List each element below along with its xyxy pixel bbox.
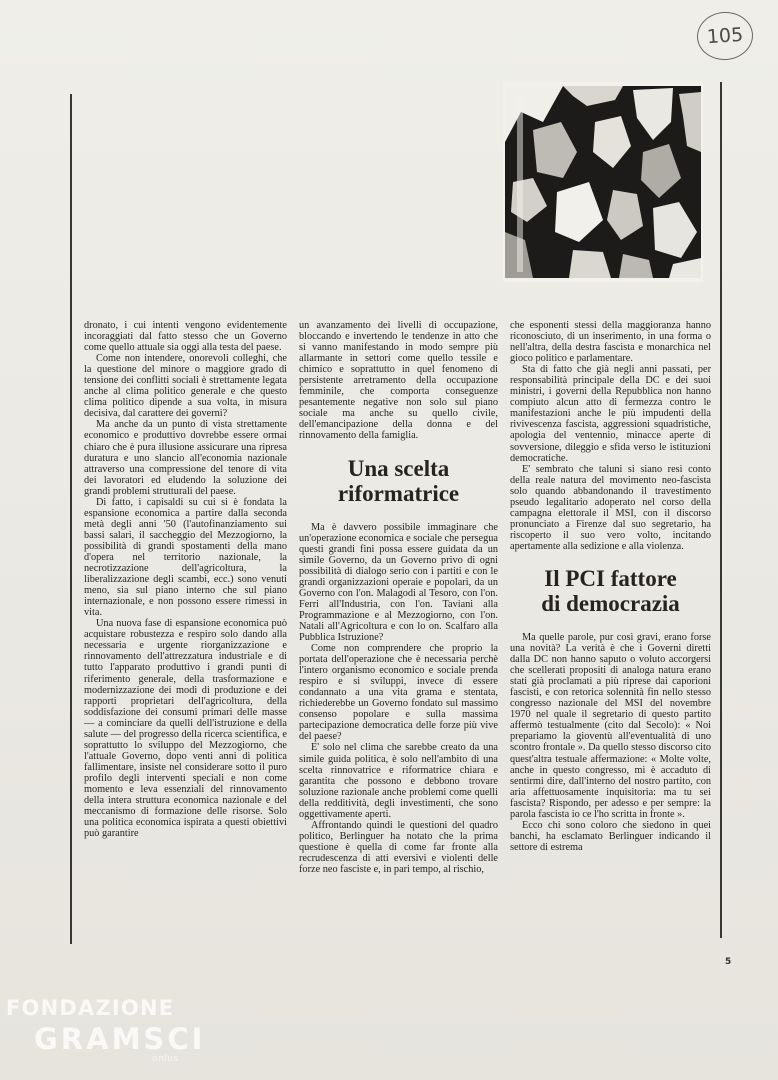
headline-line: Una scelta [347, 455, 450, 481]
headline-line: riformatrice [337, 480, 460, 506]
paragraph: Ecco chi sono coloro che siedono in quei banchi, ha esclamato Berlinguer indicando il settore di estrema [510, 819, 711, 853]
archive-page-stamp: 105 [695, 10, 754, 62]
paragraph: che esponenti stessi della maggioranza hanno riconosciuto, di un inserimento, in una forma o nell'altra, della destra fascista e monarchica nel gioco politico e parlamentare. [510, 320, 711, 365]
fondazione-gramsci-watermark [2, 996, 206, 1076]
headline-line: Il PCI fattore [544, 565, 677, 591]
column-2 [299, 320, 498, 875]
paragraph: Sta di fatto che già negli anni passati, per responsabilità principale della DC e dei suoi ministri, i governi della Repubblica non hanno compiuto alcun atto di fermezza contro le manifestazioni anche le più impudenti della rivivescenza fascista, aggressioni squadristiche, apologia del ventennio, minacce aperte di sovversione, dileggio e sfida verso le istituzioni democratiche. [510, 364, 711, 464]
paragraph: Una nuova fase di espansione economica può acquistare robustezza e respiro solo dando alla necessaria e urgente riorganizzazione e rinnovamento dell'attrezzatura industriale e di tutto l'apparato produttivo i grandi punti di riferimento generale, della trasformazione e modernizzazione dei modi di produzione e dei rapporti proprietari dell'agricoltura, della soddisfazione dei consumi primari delle masse — a cominciare da quelli dell'istruzione e della salute — del progresso della ricerca scientifica, e soprattutto lo sviluppo del Mezzogiorno, che l'attuale Governo, dopo venti anni di politica fallimentare, insiste nel considerare sotto il puro profilo degli interventi speciali e non come momento e leva essenziali del rinnovamento della intera struttura economica nazionale e del meccanismo di formazione delle risorse. Solo una politica economica ispirata a questi obiettivi può garantire [84, 618, 287, 840]
headline-una-scelta-riformatrice [299, 456, 498, 506]
page-number: 5 [725, 957, 732, 967]
watermark-line: onlus [152, 1054, 179, 1064]
headline-line: di democrazia [541, 590, 680, 616]
paragraph: Come non comprendere che proprio la portata dell'operazione che è necessaria perchè l'intero organismo economico e sociale prenda respiro e si sviluppi, invece di essere condannato a una vita grama e stentata, richiederebbe un Governo fondato sul massimo consenso popolare e sulla massima partecipazione democratica delle forze più vive del paese? [299, 643, 498, 743]
paragraph: Affrontando quindi le questioni del quadro politico, Berlinguer ha notato che la prima questione è quella di come far fronte alla recrudescenza di atti eversivi e violenti delle forze neo fasciste e, in pari tempo, al rischio, [299, 819, 498, 875]
right-column-rule [720, 82, 722, 938]
paragraph: Ma anche da un punto di vista strettamente economico e produttivo dovrebbe essere ormai chiaro che è pura illusione assicurare una ripresa duratura e uno slancio all'economia nazionale attraverso una compressione del tenore di vita dei lavoratori ed eludendo la soluzione dei grandi problemi strutturali del paese. [84, 419, 287, 497]
paragraph: Di fatto, i capisaldi su cui si è fondata la espansione economica a partire dalla seconda metà degli anni '50 (l'autofinanziamento sui bassi salari, il saccheggio del Mezzogiorno, la possibilità di grandi spostamenti della mano d'opera nel territorio nazionale, la necrotizzazione dell'agricoltura, la liberalizzazione degli scambi, ecc.) sono venuti meno, sia sul piano interno che sul piano internazionale, e non possono essere rimessi in vita. [84, 496, 287, 619]
watermark-line: GRAMSCI [34, 1022, 206, 1056]
column-1 [84, 320, 287, 839]
watermark-line: FONDAZIONE [6, 996, 175, 1020]
headline-pci-fattore-di-democrazia [510, 566, 711, 616]
column-3 [510, 320, 711, 853]
paragraph: Ma è davvero possibile immaginare che un'operazione economica e sociale che persegua questi grandi fini possa essere guidata da un simile Governo, da un Governo privo di ogni possibilità di dialogo serio con i partiti e con le grandi organizzazioni operaie e popolari, da un Governo con l'on. Malagodi al Tesoro, con l'on. Ferri all'Industria, con l'on. Taviani alla Programmazione e al Mezzogiorno, con l'on. Natali all'Agricoltura e con lo on. Scalfaro alla Pubblica Istruzione? [299, 521, 498, 643]
paragraph: E' solo nel clima che sarebbe creato da una simile guida politica, è solo nell'ambito di una scelta rinnovatrice e riformatrice chiara e garantita che possono e debbono trovare soluzione razionale anche problemi come quelli della redditività, degli investimenti, che sono oggettivamente aperti. [299, 742, 498, 820]
paragraph: dronato, i cui intenti vengono evidentemente incoraggiati dal fatto stesso che un Governo come quello attuale sia oggi alla testa del paese. [84, 320, 287, 354]
paragraph: E' sembrato che taluni si siano resi conto della reale natura del movimento neo-fascista solo quando abbandonando il travestimento pseudo legalitario adoperato nel corso della campagna elettorale il MSI, con il discorso pronunciato a Firenze dal suo segretario, ha riscoperto il suo vero volto, incitando apertamente alla sedizione e alla violenza. [510, 463, 711, 552]
crowd-photo [503, 82, 703, 282]
paragraph: Come non intendere, onorevoli colleghi, che la questione del minore o maggiore grado di tensione dei conflitti sociali è strettamente legata anche al clima politico generale e che questo clima politico dipende a sua volta, in misura decisiva, dal carattere dei governi? [84, 353, 287, 420]
crowd-photo-image [503, 82, 703, 282]
left-column-rule [70, 94, 72, 944]
paragraph: Ma quelle parole, pur così gravi, erano forse una novità? La verità è che i Governi diretti dalla DC non hanno saputo o voluto accorgersi che scellerati propositi di analoga natura erano stati già proclamati a più riprese dai caporioni fascisti, e con retorica solennità fin nello stesso congresso nazionale del MSI del novembre 1970 nel quale il segretario di questo partito affermò testualmente (cito dal Secolo): « Noi prepariamo la gioventù all'eventualità di uno scontro frontale ». Da quello stesso discorso cito quest'altra testuale affermazione: « Molte volte, anche in questo congresso, mi è accaduto di sentirmi dire, dall'interno del nostro partito, con aria affettuosamente inquisitoria: ma tu sei fascista? Rispondo, per adesso e per sempre: la parola fascista io ce l'ho scritta in fronte ». [510, 631, 711, 820]
paragraph: un avanzamento dei livelli di occupazione, bloccando e invertendo le tendenze in atto che si vanno manifestando in modo sempre più allarmante in settori come quello tessile e chimico e soprattutto in quel fenomeno di persistente arretramento della occupazione femminile, che comporta conseguenze pesantemente negative non solo sul piano sociale ma anche su quello civile, dell'emancipazione della donna e del rinnovamento della famiglia. [299, 320, 498, 442]
